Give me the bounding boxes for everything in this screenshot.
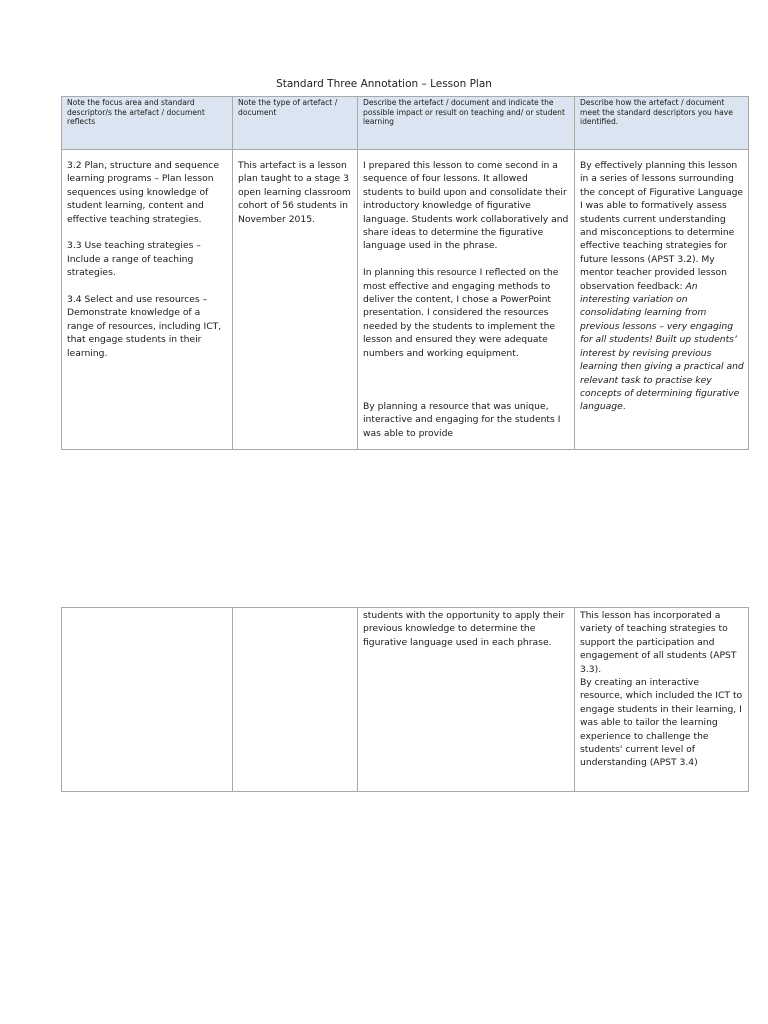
focus-area-cell-continued xyxy=(62,608,233,792)
annotation-table-page1 xyxy=(61,96,749,450)
header-standards-line1: Describe how the artefact / document xyxy=(580,98,725,107)
standards-text xyxy=(580,159,744,414)
table-header-row xyxy=(62,97,749,150)
annotation-table-page2 xyxy=(61,607,749,792)
table-row xyxy=(62,608,749,792)
header-focus-area: Note the focus area and standard descriptor/s the artefact / document reflects xyxy=(62,97,233,150)
header-artefact-type: Note the type of artefact / document xyxy=(233,97,358,150)
description-paragraph-2: In planning this resource I reflected on the most effective and engaging methods to deliver the content, I chose a PowerPoint presentation. I considered the resources needed by the students to implement the lesson and ensured they were adequate numbers and working equipment. xyxy=(363,267,559,359)
artefact-type-cell xyxy=(233,150,358,450)
focus-area-3-4: 3.4 Select and use resources – Demonstrate knowledge of a range of resources, including ICT, that engage students in their learning. xyxy=(67,294,222,359)
standards-apst-3-4: By creating an interactive resource, which included the ICT to engage students in their learning, I was able to tailor the learning experience to challenge the students' current level of understanding (APST 3.4) xyxy=(580,677,743,769)
description-paragraph-3: By planning a resource that was unique, interactive and engaging for the students I was able to provide xyxy=(363,401,561,439)
description-continued: students with the opportunity to apply their previous knowledge to determine the figurative language used in each phrase. xyxy=(363,610,565,648)
standards-cell-continued xyxy=(575,608,749,792)
focus-area-3-2: 3.2 Plan, structure and sequence learning programs – Plan lesson sequences using knowledge of student learning, content and effective teaching strategies. xyxy=(67,160,220,225)
description-cell xyxy=(358,150,575,450)
feedback-end: . xyxy=(622,401,626,413)
artefact-type-cell-continued xyxy=(233,608,358,792)
artefact-type-text: This artefact is a lesson plan taught to a stage 3 open learning classroom cohort of 56 students in November 2015. xyxy=(238,160,351,225)
document-title: Standard Three Annotation – Lesson Plan xyxy=(276,78,492,90)
focus-area-cell xyxy=(62,150,233,450)
standards-paragraph: By effectively planning this lesson in a series of lessons surrounding the concept of Figurative Language I was able to formatively assess students current understanding and misconceptions to determine effective teaching strategies for future lessons (APST 3.2). My mentor teacher provided lesson observation feedback: xyxy=(580,160,744,292)
header-standards-line2: meet the standard descriptors you have identified. xyxy=(580,107,733,127)
standards-cell xyxy=(575,150,749,450)
header-description: Describe the artefact / document and indicate the possible impact or result on teaching and/ or student learning xyxy=(358,97,575,150)
description-cell-continued xyxy=(358,608,575,792)
standards-apst-3-3: This lesson has incorporated a variety of teaching strategies to support the participation and engagement of all students (APST 3.3). xyxy=(580,610,737,675)
table-row xyxy=(62,150,749,450)
mentor-feedback-quote: An interesting variation on consolidating learning from previous lessons – very engaging for all students! Built up students’ interest by revising previous learning then giving a practical and relevant task to practise key concepts of determining figurative language xyxy=(580,280,744,413)
focus-area-3-3: 3.3 Use teaching strategies – Include a range of teaching strategies. xyxy=(67,240,201,279)
description-paragraph-1: I prepared this lesson to come second in a sequence of four lessons. It allowed students to build upon and consolidate their introductory knowledge of figurative language. Students work collaboratively and share ideas to determine the figurative language used in the phrase. xyxy=(363,160,569,252)
header-standards xyxy=(575,97,749,150)
